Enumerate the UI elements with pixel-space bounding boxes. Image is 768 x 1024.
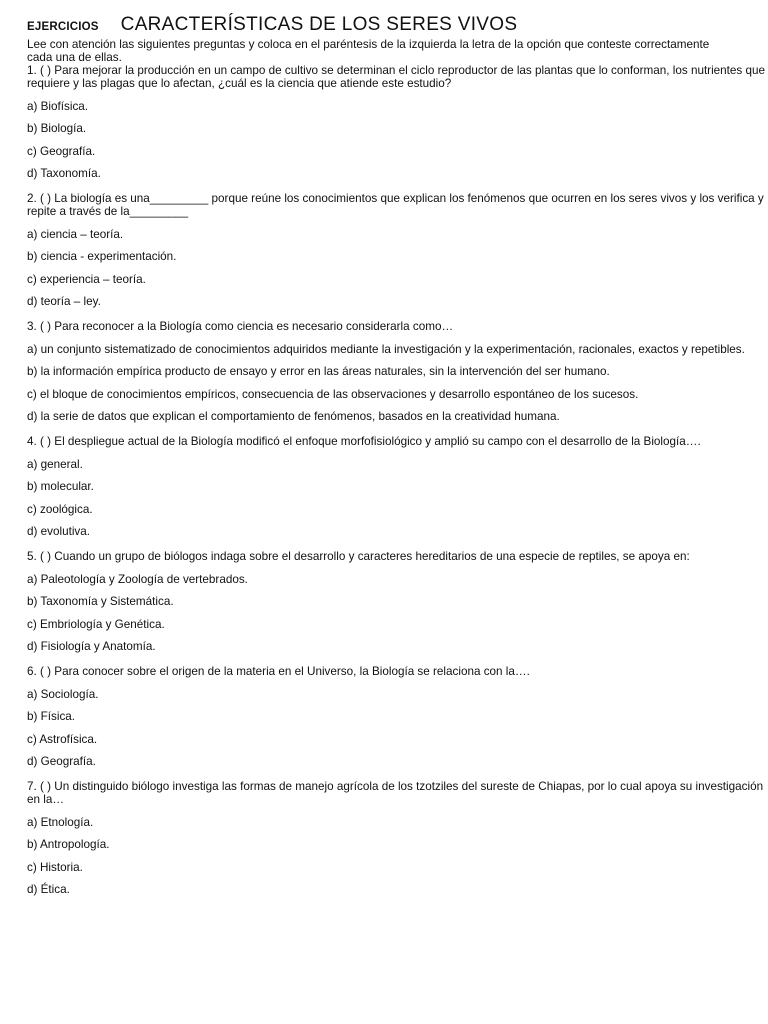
- spacer: [27, 829, 767, 839]
- answer-option: d) teoría – ley.: [27, 295, 101, 308]
- answer-option: c) Embriología y Genética.: [27, 617, 165, 631]
- answer-option: c) Astrofísica.: [27, 732, 98, 746]
- question-block: [27, 180, 767, 308]
- question-text: 3. ( ) Para reconocer a la Biología como ciencia es necesario considerarla como…: [27, 320, 454, 333]
- spacer: [27, 158, 767, 168]
- question-text: 5. ( ) Cuando un grupo de biólogos indaga sobre el desarrollo y caracteres hereditarios de una especie de reptiles, se apoya en:: [27, 550, 690, 563]
- spacer: [27, 874, 767, 884]
- answer-option: d) la serie de datos que explican el comportamiento de fenómenos, basados en la creatividad humana.: [27, 410, 560, 423]
- answer-option: b) molecular.: [27, 480, 94, 493]
- spacer: [27, 423, 767, 435]
- question-block: [27, 653, 767, 768]
- spacer: [27, 333, 767, 343]
- answer-option: a) Sociología.: [27, 687, 99, 701]
- spacer: [27, 806, 767, 816]
- spacer: [27, 263, 767, 273]
- spacer: [27, 538, 767, 550]
- spacer: [27, 378, 767, 388]
- header: [27, 14, 767, 38]
- spacer: [27, 768, 767, 780]
- answer-option: c) Geografía.: [27, 144, 96, 158]
- answer-option: d) Ética.: [27, 883, 70, 896]
- answer-option: a) ciencia – teoría.: [27, 227, 124, 241]
- answer-option: a) Biofísica.: [27, 99, 89, 113]
- answer-option: d) Geografía.: [27, 755, 96, 768]
- answer-option: c) Historia.: [27, 860, 83, 874]
- question-text: 6. ( ) Para conocer sobre el origen de la materia en el Universo, la Biología se relaciona con la….: [27, 665, 530, 678]
- spacer: [27, 286, 767, 296]
- question-block: [27, 64, 767, 180]
- spacer: [27, 135, 767, 145]
- spacer: [27, 218, 767, 228]
- spacer: [27, 401, 767, 411]
- answer-option: b) Taxonomía y Sistemática.: [27, 595, 174, 608]
- question-block: [27, 768, 767, 896]
- spacer: [27, 653, 767, 665]
- spacer: [27, 678, 767, 688]
- spacer: [27, 631, 767, 641]
- question-block: [27, 538, 767, 653]
- spacer: [27, 701, 767, 711]
- spacer: [27, 241, 767, 251]
- question-block: [27, 423, 767, 538]
- spacer: [27, 308, 767, 320]
- spacer: [27, 113, 767, 123]
- question-text: 7. ( ) Un distinguido biólogo investiga las formas de manejo agrícola de los tzotziles del sureste de Chiapas, por lo cual apoya su investigación en la…: [27, 780, 764, 806]
- spacer: [27, 851, 767, 861]
- question-list: [27, 64, 767, 896]
- spacer: [27, 563, 767, 573]
- answer-option: a) general.: [27, 457, 83, 471]
- answer-option: d) evolutiva.: [27, 525, 91, 538]
- spacer: [27, 471, 767, 481]
- question-text: 1. ( ) Para mejorar la producción en un campo de cultivo se determinan el ciclo reproductor de las plantas que lo conforman, los nutrientes que requiere y las plagas que lo afectan, ¿cuál es la ciencia que atiende este estudio?: [27, 64, 766, 90]
- answer-option: b) la información empírica producto de ensayo y error en las áreas naturales, sin la intervención del ser humano.: [27, 365, 610, 378]
- exercises-label: EJERCICIOS: [27, 21, 99, 33]
- answer-option: b) ciencia - experimentación.: [27, 250, 177, 263]
- question-block: [27, 308, 767, 423]
- answer-option: d) Taxonomía.: [27, 167, 101, 180]
- spacer: [27, 723, 767, 733]
- question-text: 4. ( ) El despliegue actual de la Biología modificó el enfoque morfofisiológico y amplió su campo con el desarrollo de la Biología….: [27, 435, 701, 448]
- spacer: [27, 608, 767, 618]
- answer-option: a) un conjunto sistematizado de conocimientos adquiridos mediante la investigación y la experimentación, racionales, exactos y repetibles.: [27, 342, 745, 356]
- answer-option: a) Etnología.: [27, 815, 94, 829]
- answer-option: c) zoológica.: [27, 502, 93, 516]
- spacer: [27, 746, 767, 756]
- spacer: [27, 493, 767, 503]
- answer-option: a) Paleotología y Zoología de vertebrados.: [27, 572, 248, 586]
- answer-option: b) Antropología.: [27, 838, 110, 851]
- spacer: [27, 586, 767, 596]
- spacer: [27, 356, 767, 366]
- answer-option: d) Fisiología y Anatomía.: [27, 640, 156, 653]
- spacer: [27, 448, 767, 458]
- answer-option: b) Biología.: [27, 122, 87, 135]
- page-title: CARACTERÍSTICAS DE LOS SERES VIVOS: [120, 14, 518, 35]
- answer-option: b) Física.: [27, 710, 76, 723]
- question-text: 2. ( ) La biología es una_________ porque reúne los conocimientos que explican los fenómenos que ocurren en los seres vivos y los verifica y repite a través de la_________: [27, 192, 764, 218]
- spacer: [27, 180, 767, 192]
- spacer: [27, 90, 767, 100]
- instructions: Lee con atención las siguientes preguntas y coloca en el paréntesis de la izquierda la letra de la opción que conteste correctamente cada una de ellas.: [27, 38, 710, 64]
- answer-option: c) experiencia – teoría.: [27, 272, 146, 286]
- spacer: [27, 516, 767, 526]
- answer-option: c) el bloque de conocimientos empíricos, consecuencia de las observaciones y desarrollo espontáneo de los sucesos.: [27, 387, 639, 401]
